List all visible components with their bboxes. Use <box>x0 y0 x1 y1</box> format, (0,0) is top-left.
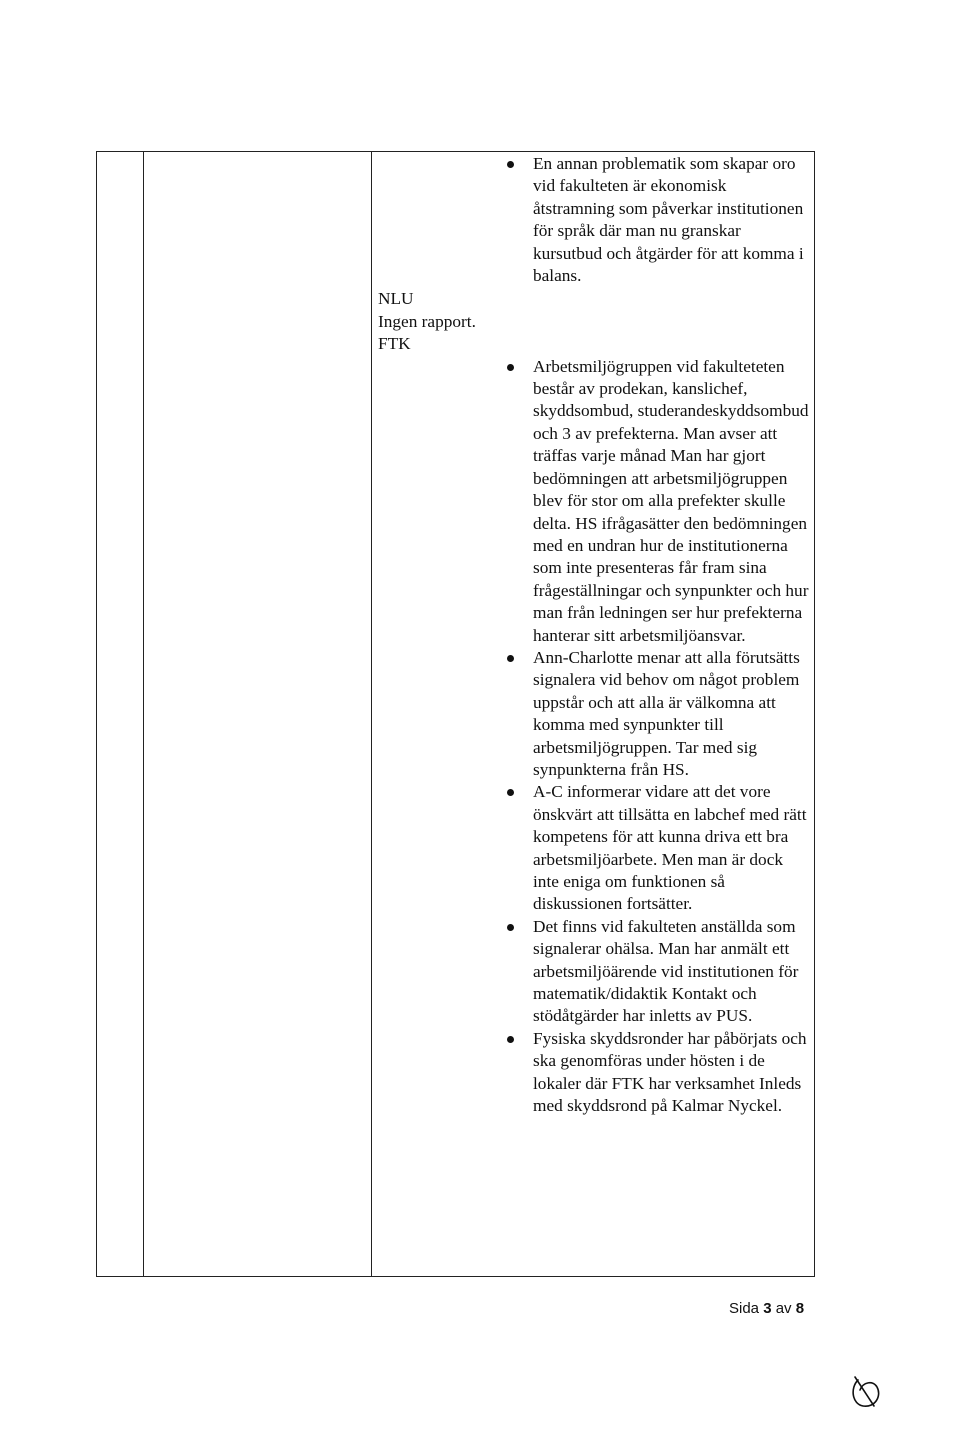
page-number <box>729 1300 804 1317</box>
nlu-text: Ingen rapport. <box>378 311 476 331</box>
bullet-item: Ann-Charlotte menar att alla förutsätts signalera vid behov om något problem uppstår och att alla är välkomna att komma med synpunkter till arbetsmiljögruppen. Tar med sig synpunkterna från HS. <box>378 647 810 781</box>
bullet-item: Det finns vid fakulteten anställda som signalerar ohälsa. Man har anmält ett arbetsmiljöärende vid institutionen för matematik/didaktik Kontakt och stödåtgärder har inletts av PUS. <box>378 916 810 1028</box>
bullet-item: Fysiska skyddsronder har påbörjats och ska genomföras under hösten i de lokaler där FTK har verksamhet Inleds med skyddsrond på Kalmar Nyckel. <box>378 1028 810 1118</box>
bullet-item: Arbetsmiljögruppen vid fakulteteten består av prodekan, kanslichef, skyddsombud, studerandeskyddsombud och 3 av prefekterna. Man avser att träffas varje månad Man har gjort bedömningen att arbetsmiljögruppen blev för stor om alla prefekter skulle delta. HS ifrågasätter den bedömningen med en undran hur de institutionerna som inte presenteras får fram sina frågeställningar och synpunkter och hur man från ledningen ser hur prefekterna hanterar sitt arbetsmiljöansvar. <box>378 356 810 647</box>
bullet-list-ftk <box>378 356 810 1118</box>
page-prefix: Sida <box>729 1300 764 1317</box>
notes-cell <box>378 153 810 1117</box>
page-total: 8 <box>795 1300 805 1317</box>
bullet-item: A-C informerar vidare att det vore önskvärt att tillsätta en labchef med rätt kompetens för att kunna driva ett bra arbetsmiljöarbete. Men man är dock inte eniga om funktionen så diskussionen fortsätter. <box>378 781 810 915</box>
page-mid: av <box>771 1300 796 1317</box>
page-current: 3 <box>763 1300 772 1317</box>
section-heading-nlu: NLU <box>378 289 414 309</box>
section-heading-ftk: FTK <box>378 334 411 354</box>
bullet-item: En annan problematik som skapar oro vid fakulteten är ekonomisk åtstramning som påverkar institutionen för språk där man nu granskar kursutbud och åtgärder för att komma i balans. <box>378 153 810 287</box>
bullet-list-top <box>378 153 810 287</box>
table-column-divider-1 <box>143 152 144 1276</box>
handwritten-initial-mark <box>848 1370 884 1412</box>
table-column-divider-2 <box>371 152 372 1276</box>
